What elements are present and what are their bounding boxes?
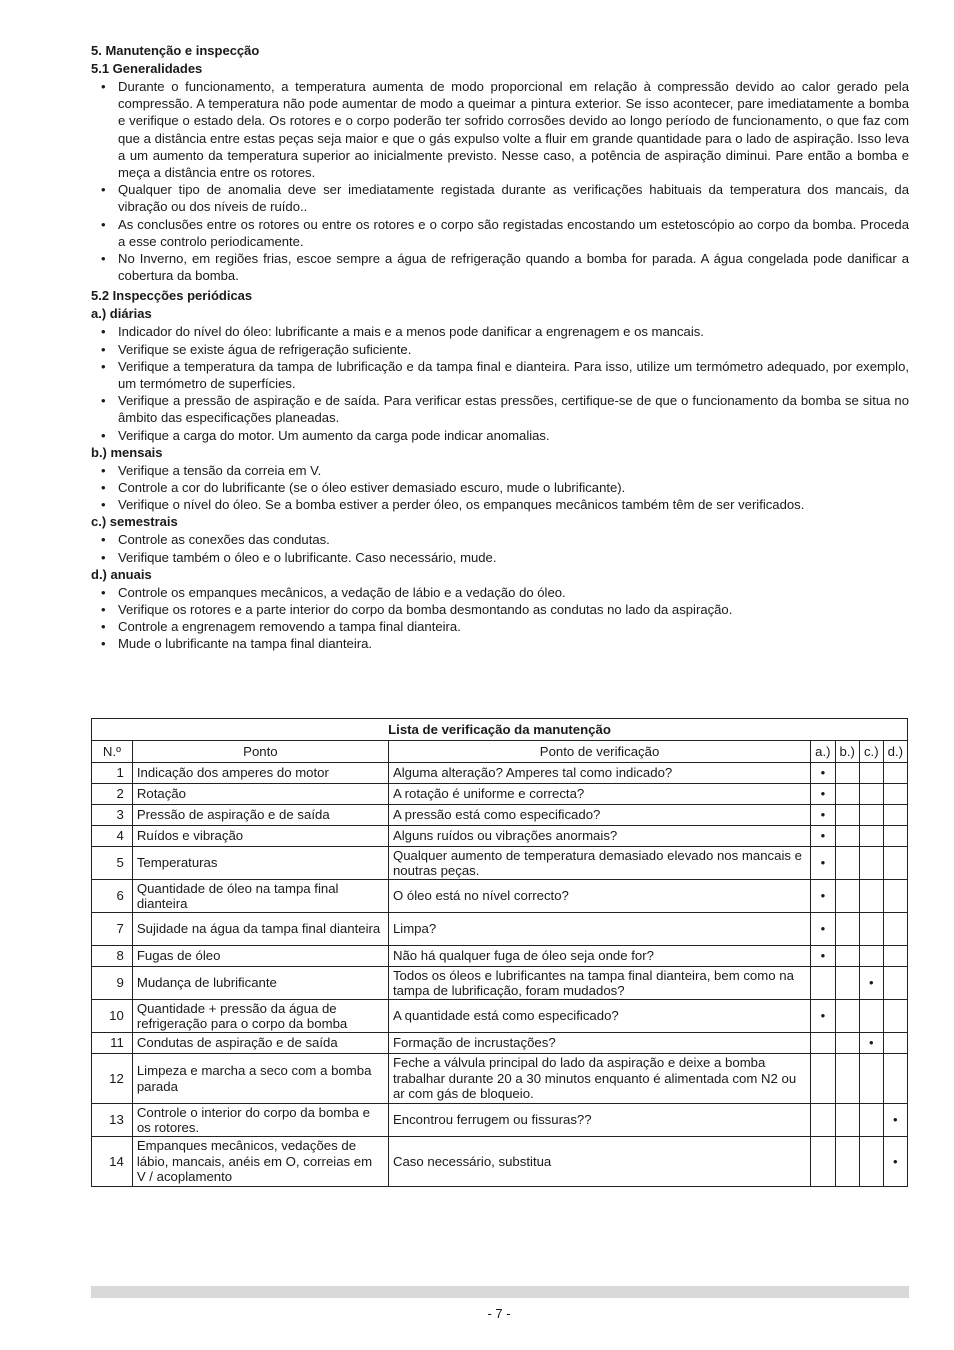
cell-semiannual [859,847,883,880]
cell-monthly [835,763,859,784]
checklist-body [92,763,908,1187]
cell-monthly [835,967,859,1000]
cell-monthly [835,1104,859,1137]
monthly-list [91,462,909,514]
monthly-title: b.) mensais [91,444,163,460]
list-item: • Qualquer tipo de anomalia deve ser imediatamente registada durante as verificações habituais da temperatura dos mancais, da vibração ou dos níveis de ruído.. [91,181,909,215]
table-row [92,946,908,967]
list-item: • Verifique também o óleo e o lubrificante. Caso necessário, mude. [91,549,909,566]
cell-annual [883,880,907,913]
list-item: • Verifique a carga do motor. Um aumento da carga pode indicar anomalias. [91,427,909,444]
cell-daily-mark: • [811,913,835,946]
row-point: Ruídos e vibração [132,826,388,847]
list-item: • Indicador do nível do óleo: lubrificante a mais e a menos pode danificar a engrenagem e os mancais. [91,323,909,340]
row-number: 7 [92,913,133,946]
cell-annual [883,946,907,967]
cell-semiannual [859,805,883,826]
list-item: • Verifique a pressão de aspiração e de saída. Para verificar estas pressões, certifique-se de que o funcionamento da bomba se situa no âmbito das especificações planeadas. [91,392,909,426]
table-row [92,784,908,805]
list-item: • Verifique se existe água de refrigeração suficiente. [91,341,909,358]
row-point: Quantidade de óleo na tampa final dianteira [132,880,388,913]
cell-daily [811,1104,835,1137]
row-point: Quantidade + pressão da água de refrigeração para o corpo da bomba [132,1000,388,1033]
daily-title: a.) diárias [91,306,152,322]
cell-semiannual [859,880,883,913]
cell-semiannual [859,913,883,946]
cell-annual [883,967,907,1000]
cell-semiannual [859,763,883,784]
column-header-daily: a.) [811,741,835,763]
list-item: • Controle as conexões das condutas. [91,531,909,548]
row-point: Pressão de aspiração e de saída [132,805,388,826]
cell-daily-mark: • [811,763,835,784]
footer-bar [91,1286,909,1298]
table-row [92,1000,908,1033]
row-number: 12 [92,1054,133,1104]
daily-list [91,323,909,443]
row-point: Indicação dos amperes do motor [132,763,388,784]
annual-title: d.) anuais [91,566,152,582]
row-number: 9 [92,967,133,1000]
cell-annual [883,1000,907,1033]
row-check: Alguns ruídos ou vibrações anormais? [388,826,810,847]
cell-daily-mark: • [811,946,835,967]
row-number: 8 [92,946,133,967]
cell-semiannual [859,1137,883,1187]
row-number: 13 [92,1104,133,1137]
row-point: Temperaturas [132,847,388,880]
cell-monthly [835,1054,859,1104]
list-item: • Verifique a tensão da correia em V. [91,462,909,479]
list-item: • Verifique os rotores e a parte interior do corpo da bomba desmontando as condutas no lado da aspiração. [91,601,909,618]
row-check: A pressão está como especificado? [388,805,810,826]
table-row [92,847,908,880]
page-number: - 7 - [487,1306,511,1321]
row-number: 11 [92,1033,133,1054]
column-header-semiannual: c.) [859,741,883,763]
cell-semiannual-mark: • [859,1033,883,1054]
row-point: Condutas de aspiração e de saída [132,1033,388,1054]
column-header-point: Ponto [132,741,388,763]
list-item: • As conclusões entre os rotores ou entre os rotores e o corpo são registadas encostando um estetoscópio ao corpo da bomba. Proceda a esse controlo periodicamente. [91,216,909,250]
cell-monthly [835,946,859,967]
row-number: 14 [92,1137,133,1187]
semiannual-list [91,531,909,565]
cell-monthly [835,826,859,847]
cell-monthly [835,847,859,880]
cell-daily-mark: • [811,880,835,913]
cell-annual [883,826,907,847]
column-header-check: Ponto de verificação [388,741,810,763]
cell-semiannual [859,1000,883,1033]
cell-daily-mark: • [811,847,835,880]
table-row [92,805,908,826]
cell-daily-mark: • [811,805,835,826]
row-check: Caso necessário, substitua [388,1137,810,1187]
cell-daily [811,1137,835,1187]
list-item: • Mude o lubrificante na tampa final dianteira. [91,635,909,652]
cell-semiannual [859,1054,883,1104]
table-row [92,1104,908,1137]
row-check: Encontrou ferrugem ou fissuras?? [388,1104,810,1137]
semiannual-title: c.) semestrais [91,514,178,530]
column-header-annual: d.) [883,741,907,763]
cell-annual [883,784,907,805]
row-check: Qualquer aumento de temperatura demasiado elevado nos mancais e noutras peças. [388,847,810,880]
cell-monthly [835,1137,859,1187]
annual-list [91,584,909,653]
table-row [92,763,908,784]
row-check: Não há qualquer fuga de óleo seja onde for? [388,946,810,967]
row-point: Empanques mecânicos, vedações de lábio, mancais, anéis em O, correias em V / acoplamento [132,1137,388,1187]
cell-daily-mark: • [811,826,835,847]
row-number: 3 [92,805,133,826]
cell-daily [811,967,835,1000]
cell-semiannual [859,826,883,847]
row-number: 2 [92,784,133,805]
cell-daily [811,1033,835,1054]
cell-monthly [835,784,859,805]
section-title: 5. Manutenção e inspecção [91,43,260,58]
table-row [92,880,908,913]
list-item: • Verifique o nível do óleo. Se a bomba estiver a perder óleo, os empanques mecânicos também têm de ser verificados. [91,496,909,513]
periodic-title: 5.2 Inspecções periódicas [91,288,253,304]
cell-monthly [835,913,859,946]
list-item: • Controle a engrenagem removendo a tampa final dianteira. [91,618,909,635]
row-check: Alguma alteração? Amperes tal como indicado? [388,763,810,784]
row-point: Mudança de lubrificante [132,967,388,1000]
row-check: A rotação é uniforme e correcta? [388,784,810,805]
cell-annual [883,1054,907,1104]
row-point: Sujidade na água da tampa final dianteira [132,913,388,946]
row-point: Rotação [132,784,388,805]
row-number: 4 [92,826,133,847]
cell-monthly [835,805,859,826]
row-check: Formação de incrustações? [388,1033,810,1054]
cell-annual-mark: • [883,1137,907,1187]
row-point: Fugas de óleo [132,946,388,967]
cell-daily-mark: • [811,784,835,805]
list-item: • Verifique a temperatura da tampa de lubrificação e da tampa final e dianteira. Para isso, utilize um termómetro adequado, por exemplo, um termómetro de superfícies. [91,358,909,392]
cell-annual [883,805,907,826]
cell-annual [883,847,907,880]
cell-semiannual [859,784,883,805]
cell-annual [883,913,907,946]
row-check: A quantidade está como especificado? [388,1000,810,1033]
list-item: • Durante o funcionamento, a temperatura aumenta de modo proporcional em relação à compressão devido ao calor gerado pela compressão. A temperatura não pode aumentar de modo a queimar a pintura exterior. Se isso acontecer, pare imediatamente a bomba e verifique o estado dela. Os rotores e o corpo poderão ter sofrido corrosões devido ao longo período de funcionamento, o que faz com que a distância entre estas peças seja maior e que o gás expulso volte a fluir em grande quantidade para o lado de aspiração. Isso leva a um aumento da temperatura superior ao inicialmente previsto. Nesse caso, a potência de aspiração diminui. Pare então a bomba e meça a distância entre os rotores. [91,78,909,181]
column-header-no: N.º [92,741,133,763]
row-number: 10 [92,1000,133,1033]
cell-annual-mark: • [883,1104,907,1137]
general-list [91,78,909,284]
table-row [92,1137,908,1187]
table-row [92,913,908,946]
cell-semiannual [859,946,883,967]
row-check: Todos os óleos e lubrificantes na tampa final dianteira, bem como na tampa de lubrificação, foram mudados? [388,967,810,1000]
table-row [92,1054,908,1104]
maintenance-checklist-table [91,718,908,1187]
list-item: • No Inverno, em regiões frias, escoe sempre a água de refrigeração quando a bomba for parada. A água congelada pode danificar a cobertura da bomba. [91,250,909,284]
cell-monthly [835,1033,859,1054]
row-number: 5 [92,847,133,880]
table-row [92,1033,908,1054]
row-point: Controle o interior do corpo da bomba e os rotores. [132,1104,388,1137]
cell-daily-mark: • [811,1000,835,1033]
list-item: • Controle a cor do lubrificante (se o óleo estiver demasiado escuro, mude o lubrificante). [91,479,909,496]
row-number: 6 [92,880,133,913]
cell-monthly [835,880,859,913]
list-item: • Controle os empanques mecânicos, a vedação de lábio e a vedação do óleo. [91,584,909,601]
general-title: 5.1 Generalidades [91,61,203,76]
checklist-title: Lista de verificação da manutenção [92,719,908,741]
cell-monthly [835,1000,859,1033]
row-check: Feche a válvula principal do lado da aspiração e deixe a bomba trabalhar durante 20 a 30 minutos enquanto é alimentada com N2 ou ar com gás de bloqueio. [388,1054,810,1104]
cell-annual [883,1033,907,1054]
cell-semiannual [859,1104,883,1137]
table-row [92,826,908,847]
cell-semiannual-mark: • [859,967,883,1000]
row-check: Limpa? [388,913,810,946]
row-point: Limpeza e marcha a seco com a bomba parada [132,1054,388,1104]
table-row [92,967,908,1000]
cell-daily [811,1054,835,1104]
page-content [91,42,909,653]
row-check: O óleo está no nível correcto? [388,880,810,913]
row-number: 1 [92,763,133,784]
column-header-monthly: b.) [835,741,859,763]
cell-annual [883,763,907,784]
